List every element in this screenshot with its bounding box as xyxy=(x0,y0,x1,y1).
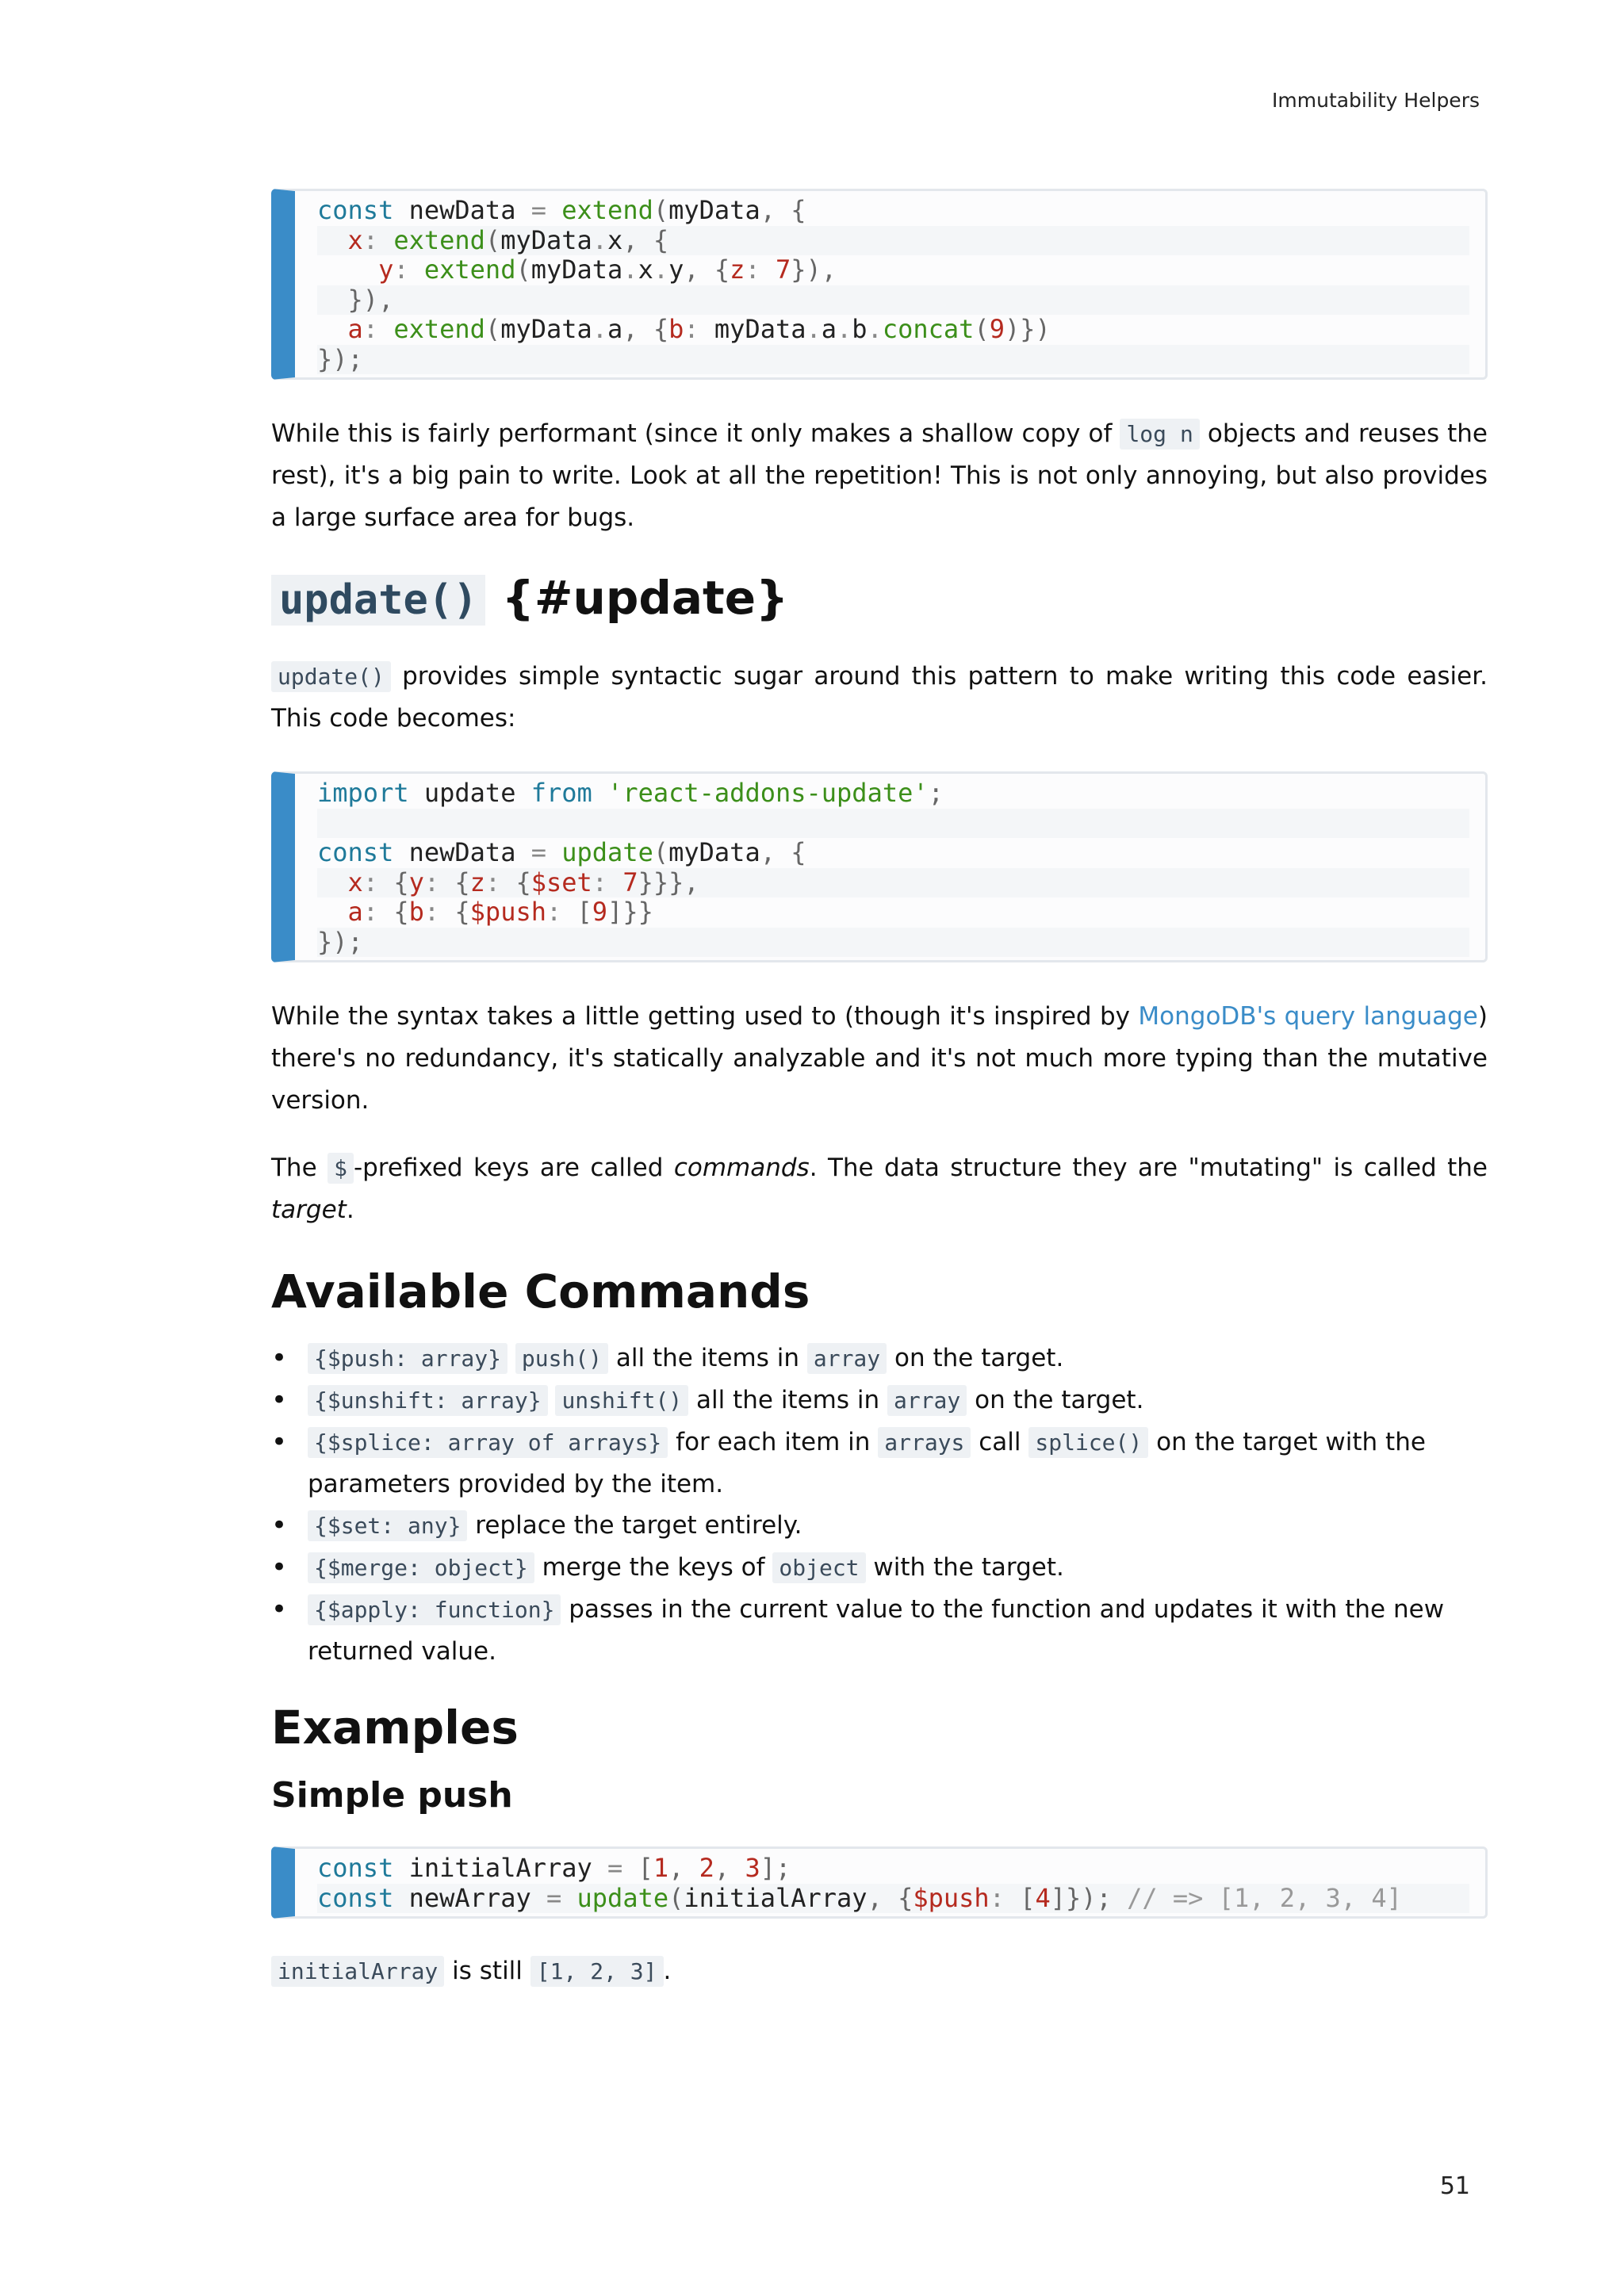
text: While the syntax takes a little getting used to (though it's inspired by xyxy=(271,1002,1139,1031)
code-line xyxy=(317,1854,1469,1884)
inline-code: $ xyxy=(327,1153,354,1184)
code-line xyxy=(317,838,1469,868)
code-token: : xyxy=(592,867,608,897)
code-token xyxy=(317,254,378,285)
code-token: a xyxy=(347,897,363,927)
text: . xyxy=(346,1196,354,1224)
code-token: = xyxy=(530,195,546,225)
code-token xyxy=(561,1883,576,1913)
code-token: import xyxy=(317,778,409,808)
page-number: 51 xyxy=(1439,2172,1470,2200)
code-token: myData xyxy=(500,314,592,344)
code-block-extend xyxy=(271,189,1488,380)
code-token: , { xyxy=(760,195,806,225)
inline-code: update() xyxy=(271,661,391,692)
text: is still xyxy=(444,1957,530,1985)
code-token: , xyxy=(668,1853,699,1883)
command-item xyxy=(308,1505,1488,1547)
code-token: $push xyxy=(913,1882,990,1913)
code-token: extend xyxy=(423,254,516,285)
code-line xyxy=(317,868,1469,898)
inline-code: array xyxy=(807,1343,887,1374)
text: . The data structure they are "mutating" is called the xyxy=(809,1154,1488,1182)
code-token: myData xyxy=(668,195,760,225)
code-token: . xyxy=(837,314,852,344)
command-item xyxy=(308,1589,1488,1672)
code-token: update xyxy=(576,1882,669,1913)
code-token: ]}} xyxy=(607,897,653,927)
code-token: ( xyxy=(668,1882,684,1913)
command-code: {$set: any} xyxy=(308,1510,467,1541)
code-token: 7 xyxy=(622,867,638,897)
text: on the target. xyxy=(887,1344,1064,1372)
code-token: b xyxy=(668,314,684,344)
code-token: : xyxy=(745,254,760,285)
code-token: extend xyxy=(393,314,485,344)
text: on the target. xyxy=(967,1386,1144,1414)
paragraph-syntax xyxy=(271,996,1488,1122)
paragraph-commands-intro xyxy=(271,1147,1488,1231)
code-token: newArray xyxy=(393,1882,546,1913)
code-line xyxy=(317,1884,1469,1914)
running-header: Immutability Helpers xyxy=(1272,89,1480,112)
code-token: // => [1, 2, 3, 4] xyxy=(1127,1882,1402,1913)
code-token xyxy=(378,314,393,344)
code-token: [ xyxy=(1004,1882,1036,1913)
code-token: . xyxy=(592,224,608,255)
code-token: 9 xyxy=(989,314,1005,344)
code-token: ; xyxy=(928,778,944,808)
code-token: ( xyxy=(653,837,669,867)
code-token: myData xyxy=(500,224,592,255)
command-code: {$splice: array of arrays} xyxy=(308,1427,668,1458)
mongodb-query-link[interactable]: MongoDB's query language xyxy=(1138,1002,1478,1031)
text: with the target. xyxy=(865,1553,1064,1582)
code-line xyxy=(317,255,1469,285)
code-token: initialArray xyxy=(393,1853,608,1883)
code-token: [ xyxy=(561,897,592,927)
code-token: newData xyxy=(393,195,531,225)
code-token: extend xyxy=(393,224,485,255)
inline-code: [1, 2, 3] xyxy=(530,1956,664,1987)
text: objects and reuses the rest), it's a big pain to write. Look at all the repetition! This is not only annoying, but also provides a large surface area for bugs. xyxy=(271,419,1488,532)
code-token: , { xyxy=(867,1882,914,1913)
code-token: . xyxy=(806,314,822,344)
code-token: : xyxy=(362,314,379,344)
code-token: myData xyxy=(668,837,760,867)
code-token: ( xyxy=(485,224,501,255)
code-token xyxy=(1112,1883,1127,1913)
heading-text: {#update} xyxy=(485,571,789,625)
code-line xyxy=(317,897,1469,928)
text: for each item in xyxy=(668,1428,879,1456)
code-token: : xyxy=(393,254,409,285)
code-token: x xyxy=(607,224,623,255)
code-token: b xyxy=(852,314,868,344)
code-token: ]}); xyxy=(1050,1882,1112,1913)
inline-code: initialArray xyxy=(271,1956,444,1987)
paragraph-performance xyxy=(271,413,1488,539)
code-token: { xyxy=(500,867,531,897)
paragraph-update-intro xyxy=(271,656,1488,740)
code-token: y xyxy=(668,254,684,285)
code-line xyxy=(317,315,1469,345)
code-token xyxy=(317,314,348,344)
code-token: . xyxy=(622,254,638,285)
command-item xyxy=(308,1547,1488,1589)
code-token xyxy=(546,195,561,225)
code-token: ( xyxy=(485,314,501,344)
code-token: { xyxy=(378,867,409,897)
code-token: : xyxy=(989,1882,1005,1913)
text: all the items in xyxy=(608,1344,807,1372)
text: -prefixed keys are called xyxy=(353,1154,674,1182)
code-token: = xyxy=(546,1882,562,1913)
page-content xyxy=(271,189,1488,1992)
code-token: z xyxy=(730,254,745,285)
code-token: const xyxy=(317,1853,394,1883)
code-token: myData xyxy=(699,314,806,344)
code-token: z xyxy=(469,867,485,897)
code-token: { xyxy=(439,897,470,927)
update-heading xyxy=(271,569,1488,629)
command-code: {$push: array} xyxy=(308,1343,508,1374)
code-token: , { xyxy=(760,837,806,867)
code-token: , { xyxy=(684,254,730,285)
code-token: }), xyxy=(791,254,837,285)
text: all the items in xyxy=(688,1386,887,1414)
code-token: $set xyxy=(530,867,592,897)
code-token: 2 xyxy=(699,1853,714,1883)
emphasis: target xyxy=(271,1196,347,1224)
inline-code: push() xyxy=(515,1343,608,1374)
code-token: : xyxy=(546,897,562,927)
code-token: . xyxy=(592,314,608,344)
code-line xyxy=(317,928,1469,958)
code-token: ( xyxy=(515,254,531,285)
code-token: x xyxy=(347,224,363,255)
code-token: : xyxy=(362,224,379,255)
text: call xyxy=(971,1428,1029,1456)
code-token: . xyxy=(867,314,883,344)
code-token: 9 xyxy=(592,897,608,927)
text: on the target with the parameters provided by the item. xyxy=(308,1428,1426,1498)
code-token: x xyxy=(638,254,653,285)
code-token: a xyxy=(347,314,363,344)
code-token: x xyxy=(347,867,363,897)
code-line xyxy=(317,809,1469,839)
code-line xyxy=(317,345,1469,375)
code-token: ( xyxy=(653,195,669,225)
code-token: 'react-addons-update' xyxy=(607,778,929,808)
code-token: }); xyxy=(317,926,363,957)
code-token: myData xyxy=(530,254,623,285)
command-item xyxy=(308,1337,1488,1380)
code-token: . xyxy=(653,254,669,285)
code-token: const xyxy=(317,1882,394,1913)
commands-list xyxy=(271,1337,1488,1672)
code-token: newData xyxy=(393,837,531,867)
examples-heading: Examples xyxy=(271,1701,519,1755)
code-token: }), xyxy=(317,284,394,315)
code-token xyxy=(760,254,776,285)
code-token: { xyxy=(378,897,409,927)
code-token: , xyxy=(714,1853,745,1883)
code-token: y xyxy=(408,867,424,897)
text: provides simple syntactic sugar around this pattern to make writing this code easier. This code becomes: xyxy=(271,662,1488,733)
code-token: { xyxy=(439,867,470,897)
code-token: : xyxy=(362,867,379,897)
text: . xyxy=(663,1957,672,1985)
code-token: 7 xyxy=(775,254,791,285)
code-token xyxy=(592,778,607,808)
code-token xyxy=(607,867,622,897)
command-code: {$merge: object} xyxy=(308,1552,534,1583)
inline-code: object xyxy=(772,1552,865,1583)
code-token: const xyxy=(317,837,394,867)
text: passes in the current value to the function and updates it with the new returned value. xyxy=(308,1595,1445,1666)
simple-push-heading: Simple push xyxy=(271,1775,513,1816)
text: merge the keys of xyxy=(534,1553,773,1582)
code-block-update xyxy=(271,771,1488,962)
code-token: update xyxy=(561,837,653,867)
code-line xyxy=(317,779,1469,809)
code-token xyxy=(409,254,424,285)
text: ) there's no redundancy, it's statically analyzable and it's not much more typing than the mutative version. xyxy=(271,1002,1488,1115)
code-token: : xyxy=(684,314,699,344)
command-item xyxy=(308,1422,1488,1505)
code-token: ]; xyxy=(760,1853,791,1883)
inline-code: unshift() xyxy=(555,1385,688,1416)
code-token: : xyxy=(362,897,379,927)
code-token: const xyxy=(317,195,394,225)
heading-code: update() xyxy=(271,575,485,626)
code-token: = xyxy=(607,1853,623,1883)
code-token: , { xyxy=(622,314,669,344)
code-token: extend xyxy=(561,195,653,225)
code-block-simple-push xyxy=(271,1846,1488,1919)
code-token: a xyxy=(607,314,623,344)
code-token: }}}, xyxy=(638,867,699,897)
code-token: a xyxy=(821,314,837,344)
code-token: [ xyxy=(622,1853,653,1883)
command-code: {$apply: function} xyxy=(308,1594,561,1625)
inline-code: log n xyxy=(1120,419,1199,450)
code-token: update xyxy=(408,778,531,808)
code-token: , { xyxy=(622,224,669,255)
code-line xyxy=(317,285,1469,316)
code-token: = xyxy=(530,837,546,867)
code-token: 3 xyxy=(745,1853,760,1883)
code-token: from xyxy=(530,778,592,808)
inline-code: splice() xyxy=(1028,1427,1148,1458)
code-token: concat xyxy=(882,314,975,344)
code-line xyxy=(317,196,1469,226)
code-token: ( xyxy=(974,314,990,344)
code-token: y xyxy=(378,254,394,285)
code-token xyxy=(378,225,393,255)
command-item xyxy=(308,1380,1488,1422)
code-token: : xyxy=(423,897,440,927)
code-token xyxy=(317,867,348,897)
emphasis: commands xyxy=(673,1154,810,1182)
text: replace the target entirely. xyxy=(467,1511,802,1540)
code-token: 1 xyxy=(653,1853,669,1883)
code-token: )}) xyxy=(1004,314,1051,344)
code-token: : xyxy=(423,867,440,897)
paragraph-initial-array xyxy=(271,1950,1488,1992)
inline-code: arrays xyxy=(878,1427,971,1458)
inline-code: array xyxy=(887,1385,967,1416)
code-token: : xyxy=(485,867,501,897)
code-token: b xyxy=(408,897,424,927)
command-code: {$unshift: array} xyxy=(308,1385,548,1416)
available-commands-heading: Available Commands xyxy=(271,1265,810,1318)
code-token: $push xyxy=(469,897,546,927)
text: The xyxy=(271,1154,328,1182)
code-line xyxy=(317,226,1469,256)
code-token xyxy=(546,837,561,867)
code-token: 4 xyxy=(1035,1882,1051,1913)
code-token: }); xyxy=(317,343,363,374)
code-token: initialArray xyxy=(684,1882,868,1913)
code-token xyxy=(317,225,348,255)
text: While this is fairly performant (since it only makes a shallow copy of xyxy=(271,419,1120,448)
code-token xyxy=(317,897,348,927)
